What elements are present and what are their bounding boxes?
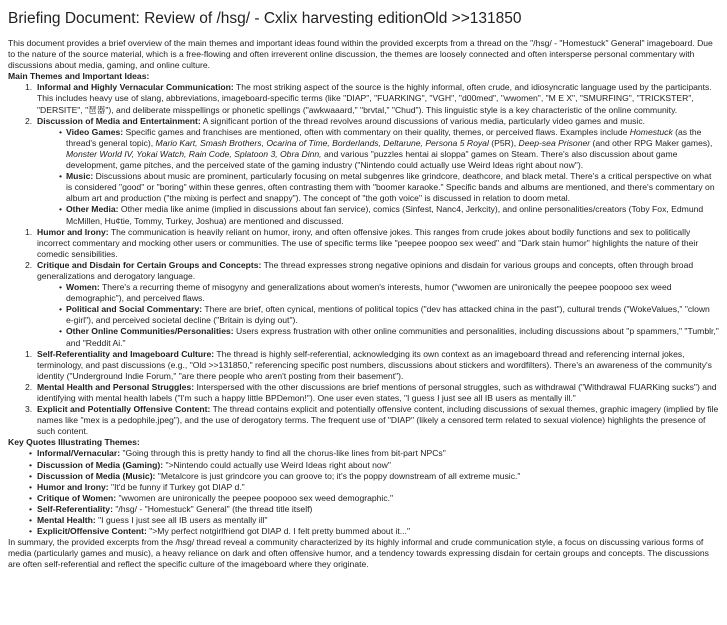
intro-paragraph: This document provides a brief overview of the main themes and important ideas found within the provided excerpts from a thread on the "/hsg/ - "Homestuck" General" imageboard. Due to the nature of the source material, which is a free-flowing and often irreverent online discussion, the themes are loosely connected and often intersperse personal commentary with discussions about media, gaming, and online culture. xyxy=(8,38,713,71)
key-quotes-heading: Key Quotes Illustrating Themes: xyxy=(8,437,140,448)
theme-title: Informal and Highly Vernacular Communication: xyxy=(37,82,234,93)
themes-list-2 xyxy=(8,227,719,282)
theme-number: 1. xyxy=(25,348,33,359)
media-bullets xyxy=(8,127,719,227)
theme-text: A significant portion of the thread revolves around discussions of various media, particularly video games and music. xyxy=(200,115,646,126)
bullet-music xyxy=(8,171,719,204)
bullet-dot: • xyxy=(59,326,63,337)
theme-item xyxy=(8,404,719,437)
bullet-text: There are brief, often cynical, mentions of political topics ("dev has attacked china in the past"), cultural trends ("WokeValues," "clown e-girl"), and perceived societal decline ("Britain is dying out"). xyxy=(66,304,710,326)
theme-title: Discussion of Media and Entertainment: xyxy=(37,115,201,126)
bullet-dot: • xyxy=(29,459,33,470)
bullet-other-media xyxy=(8,204,719,226)
theme-number: 1. xyxy=(25,226,33,237)
quote-label: Critique of Women: xyxy=(37,492,117,503)
bullet-text: Specific games and franchises are mentioned, often with commentary on their quality, themes, or perceived flaws. Examples include xyxy=(123,126,630,137)
quote-label: Mental Health: xyxy=(37,515,96,526)
quote-item xyxy=(8,471,719,482)
theme-item xyxy=(8,82,719,115)
quote-text: "Going through this is pretty handy to find all the chorus-like lines from bit-part NPCs" xyxy=(120,448,446,459)
game-title: Homestuck xyxy=(629,126,673,137)
bullet-text: Other media like anime (implied in discussions about fan service), comics (Sinfest, Nanc4, Jerkcity), and online personalities/creators (Toby Fox, Edmund McMillen, Hu¢tie, Tommy, Turkey, Joshua) are mentioned and discussed. xyxy=(66,204,704,226)
bullet-dot: • xyxy=(29,492,33,503)
quote-item xyxy=(8,448,719,459)
quote-text: "wwomen are unironically the peepee poopooo sex weed demographic." xyxy=(116,492,394,503)
theme-item xyxy=(8,260,719,282)
bullet-dot: • xyxy=(29,526,33,537)
bullet-text: and various "puzzles hentai ai sloppa" games on Steam. There's also discussion about game development, game pitches, and the perceived state of the gaming industry ("Nintendo could actually use Weird Ideas right about now"). xyxy=(66,148,678,171)
bullet-dot: • xyxy=(29,481,33,492)
quote-text: ">My perfect notgirlfriend got DIAP d. I felt pretty bummed about it..." xyxy=(146,526,410,537)
critique-bullets xyxy=(8,282,719,349)
themes-list-3 xyxy=(8,349,719,438)
bullet-dot: • xyxy=(29,448,33,459)
main-themes-heading: Main Themes and Important Ideas: xyxy=(8,71,150,82)
theme-text: The thread contains explicit and potentially offensive content, including discussions of sexual themes, graphic imagery (implied by file names like "mex is a pedophile.jpeg"), and the use of derogatory terms. The frequent use of "DIAP" (likely a censored term related to sexual violence) highlights the presence of such content. xyxy=(37,404,719,437)
quote-label: Explicit/Offensive Content: xyxy=(37,526,147,537)
bullet-label: Women: xyxy=(66,282,100,293)
theme-item xyxy=(8,349,719,382)
quote-item xyxy=(8,504,719,515)
bullet-label: Music: xyxy=(66,171,94,182)
theme-number: 2. xyxy=(25,115,33,126)
bullet-political xyxy=(8,304,719,326)
theme-item xyxy=(8,382,719,404)
bullet-text: (and other RPG Maker games), xyxy=(590,137,713,148)
quote-label: Informal/Vernacular: xyxy=(37,448,121,459)
bullet-dot: • xyxy=(29,503,33,514)
quote-item xyxy=(8,526,719,537)
bullet-text: Discussions about music are prominent, particularly focusing on metal subgenres like grindcore, deathcore, and black metal. There's a critical perspective on what is considered "good" or "boring" within these genres, often contrasting them with "boomer karaoke." Specific bands and albums are mentioned, and there's commentary on album art and production ("the mixing is perfect and snappy"). The concept of "the goth voice" is discussed in relation to doom metal. xyxy=(66,171,715,204)
bullet-dot: • xyxy=(29,470,33,481)
theme-text: The communication is heavily reliant on humor, irony, and often offensive jokes. This ranges from crude jokes about bodily functions and sex to politically incorrect commentary and mocking other users or communities. The use of specific terms like "peepee poopoo sex weed" and "Dark stain humor" highlights the nature of their comedic sensibilities. xyxy=(37,226,699,259)
bullet-dot: • xyxy=(59,304,63,315)
bullet-label: Other Online Communities/Personalities: xyxy=(66,326,234,337)
bullet-label: Political and Social Commentary: xyxy=(66,304,203,315)
bullet-label: Other Media: xyxy=(66,204,119,215)
theme-title: Critique and Disdain for Certain Groups and Concepts: xyxy=(37,259,262,270)
quote-text: "It'd be funny if Turkey got DIAP d." xyxy=(108,481,245,492)
theme-text: The thread expresses strong negative opinions and disdain for various groups and concepts, often through broad generalizations and derogatory language. xyxy=(37,259,694,281)
theme-title: Explicit and Potentially Offensive Content: xyxy=(37,404,211,415)
quote-text: "Metalcore is just grindcore you can groove to; it's the poppy downstream of all extreme music." xyxy=(155,470,521,481)
quote-label: Discussion of Media (Music): xyxy=(37,470,156,481)
game-titles: Monster World IV, Yokai Watch, Rain Code, Splatoon 3, Obra Dinn, xyxy=(66,148,322,159)
bullet-text: There's a recurring theme of misogyny and generalizations about women's interests, humor ("wwomen are unironically the peepee poopooo sex weed demographic"), and perceived flaws. xyxy=(66,282,672,304)
quote-item xyxy=(8,493,719,504)
quote-text: "I guess I just see all IB users as mentally ill" xyxy=(95,515,268,526)
quote-text: "/hsg/ - "Homestuck" General" (the thread title itself) xyxy=(112,503,313,514)
quote-item xyxy=(8,515,719,526)
bullet-dot: • xyxy=(59,126,63,137)
theme-item xyxy=(8,227,719,260)
theme-title: Mental Health and Personal Struggles: xyxy=(37,381,195,392)
bullet-dot: • xyxy=(59,282,63,293)
game-titles: Mario Kart, Smash Brothers, Ocarina of Time, Borderlands, Deltarune, Persona 5 Royal xyxy=(155,137,489,148)
bullet-dot: • xyxy=(29,515,33,526)
bullet-women xyxy=(8,282,719,304)
bullet-dot: • xyxy=(59,171,63,182)
bullet-text: (as the thread's general topic), xyxy=(66,126,702,148)
quote-label: Humor and Irony: xyxy=(37,481,109,492)
theme-item xyxy=(8,116,719,127)
quote-item xyxy=(8,460,719,471)
bullet-text: Users express frustration with other online communities and personalities, including discussions about "p spammers," "Tumblr," and "Reddit Ai." xyxy=(66,326,719,348)
theme-text: The thread is highly self-referential, acknowledging its own context as an imageboard thread and referencing internal jokes, terminology, and past discussions (e.g., "Old >>131850," referencing specific post numbers, discussions about stickers and wordfilters). There's an awareness of the community's identity ("Underground Indie Forum," "are there people who aren't posting from their basement"). xyxy=(37,348,712,381)
quote-label: Self-Referentiality: xyxy=(37,503,113,514)
theme-title: Self-Referentiality and Imageboard Culture: xyxy=(37,348,215,359)
theme-number: 2. xyxy=(25,381,33,392)
theme-number: 2. xyxy=(25,259,33,270)
bullet-text: (P5R), xyxy=(488,137,519,148)
theme-number: 1. xyxy=(25,82,33,93)
summary-paragraph: In summary, the provided excerpts from the /hsg/ thread reveal a community characterized by its highly informal and crude communication style, a focus on discussing various forms of media (particularly games and music), a heavy reliance on dark and often offensive humor, and a tendency towards expressing disdain for certain groups and concepts. The discussions are often self-referential and reflect the specific culture of the imageboard where they originate. xyxy=(8,537,709,570)
theme-text: The most striking aspect of the source is the highly informal, often crude, and idiosyncratic language used by the participants. This includes heavy use of slang, abbreviations, imageboard-specific terms (like "DIAP", "FUARKING", "VGH", "d00med", "wwomen", "M E X", "SMURFING", "TRICKSTER", "DERSITE", "琶器"), and deliberate misspellings or phonetic spellings ("awkwaaard," "brvtal," "Chud"). This linguistic style is a key characteristic of the online community. xyxy=(37,82,712,115)
quote-text: ">Nintendo could actually use Weird Ideas right about now" xyxy=(163,459,391,470)
quote-label: Discussion of Media (Gaming): xyxy=(37,459,164,470)
game-title: Deep-sea Prisoner xyxy=(518,137,591,148)
quote-item xyxy=(8,482,719,493)
bullet-video-games xyxy=(8,127,719,171)
page-title: Briefing Document: Review of /hsg/ - Cxlix harvesting editionOld >>131850 xyxy=(8,10,522,27)
theme-title: Humor and Irony: xyxy=(37,226,109,237)
themes-list-1 xyxy=(8,82,719,126)
quotes-list xyxy=(8,448,719,537)
bullet-label: Video Games: xyxy=(66,126,124,137)
theme-text: Interspersed with the other discussions are brief mentions of personal struggles, such as withdrawal ("Withdrawal FUARKing sucks") and identifying with mental health labels ("I'm such a happy little BPDemon!"). One user even states, "I guess I just see all IB users as mentally ill." xyxy=(37,381,717,403)
bullet-online-communities xyxy=(8,326,719,348)
theme-number: 3. xyxy=(25,404,33,415)
bullet-dot: • xyxy=(59,204,63,215)
